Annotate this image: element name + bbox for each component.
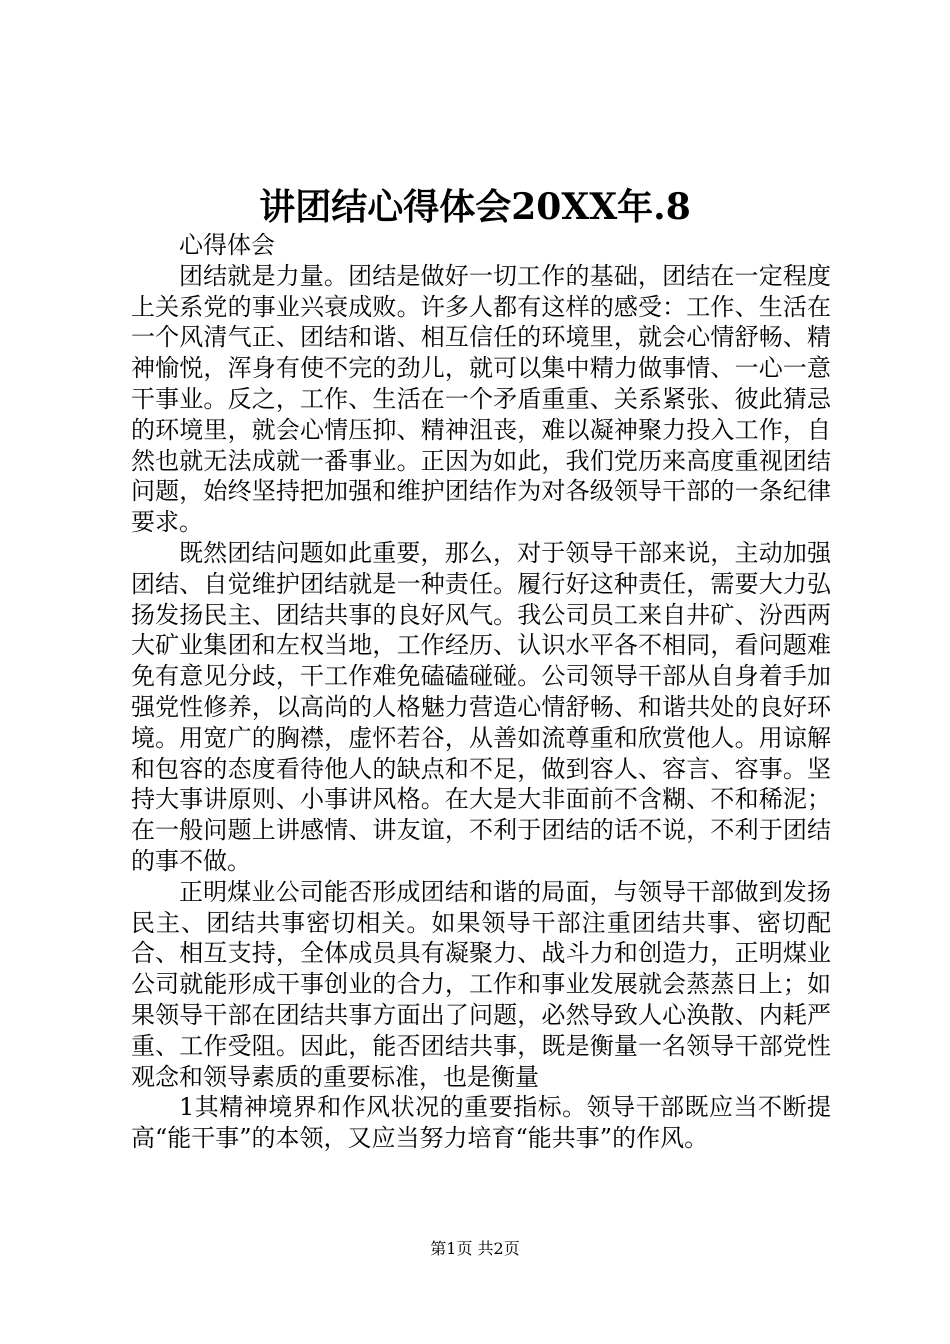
section-heading: 心得体会 xyxy=(179,231,275,259)
paragraph-3: 正明煤业公司能否形成团结和谐的局面，与领导干部做到发扬民主、团结共事密切相关。如果领导干部注重团结共事、密切配合、相互支持，全体成员具有凝聚力、战斗力和创造力，正明煤业公司就能形成干事创业的合力，工作和事业发展就会蒸蒸日上；如果领导干部在团结共事方面出了问题，必然导致人心涣散、内耗严重、工作受阻。因此，能否团结共事，既是衡量一名领导干部党性观念和领导素质的重要标准，也是衡量 xyxy=(131,877,831,1091)
paragraph-2: 既然团结问题如此重要，那么，对于领导干部来说，主动加强团结、自觉维护团结就是一种责任。履行好这种责任，需要大力弘扬发扬民主、团结共事的良好风气。我公司员工来自井矿、汾西两大矿业集团和左权当地，工作经历、认识水平各不相同，看问题难免有意见分歧，干工作难免磕磕碰碰。公司领导干部从自身着手加强党性修养，以高尚的人格魅力营造心情舒畅、和谐共处的良好环境。用宽广的胸襟，虚怀若谷，从善如流尊重和欣赏他人。用谅解和包容的态度看待他人的缺点和不足，做到容人、容言、容事。坚持大事讲原则、小事讲风格。在大是大非面前不含糊、不和稀泥；在一般问题上讲感情、讲友谊，不利于团结的话不说，不利于团结的事不做。 xyxy=(131,538,831,875)
paragraph-1: 团结就是力量。团结是做好一切工作的基础，团结在一定程度上关系党的事业兴衰成败。许多人都有这样的感受：工作、生活在一个风清气正、团结和谐、相互信任的环境里，就会心情舒畅、精神愉悦，浑身有使不完的劲儿，就可以集中精力做事情、一心一意干事业。反之，工作、生活在一个矛盾重重、关系紧张、彼此猜忌的环境里，就会心情压抑、精神沮丧，难以凝神聚力投入工作，自然也就无法成就一番事业。正因为如此，我们党历来高度重视团结问题，始终坚持把加强和维护团结作为对各级领导干部的一条纪律要求。 xyxy=(131,261,831,537)
document-title: 讲团结心得体会20XX年.8 xyxy=(259,186,691,228)
paragraph-4: 1其精神境界和作风状况的重要指标。领导干部既应当不断提高“能干事”的本领，又应当努力培育“能共事”的作风。 xyxy=(131,1093,831,1153)
document-body xyxy=(131,230,831,1154)
page-indicator: 第1页 共2页 xyxy=(430,1239,520,1258)
page-footer xyxy=(0,1238,950,1260)
